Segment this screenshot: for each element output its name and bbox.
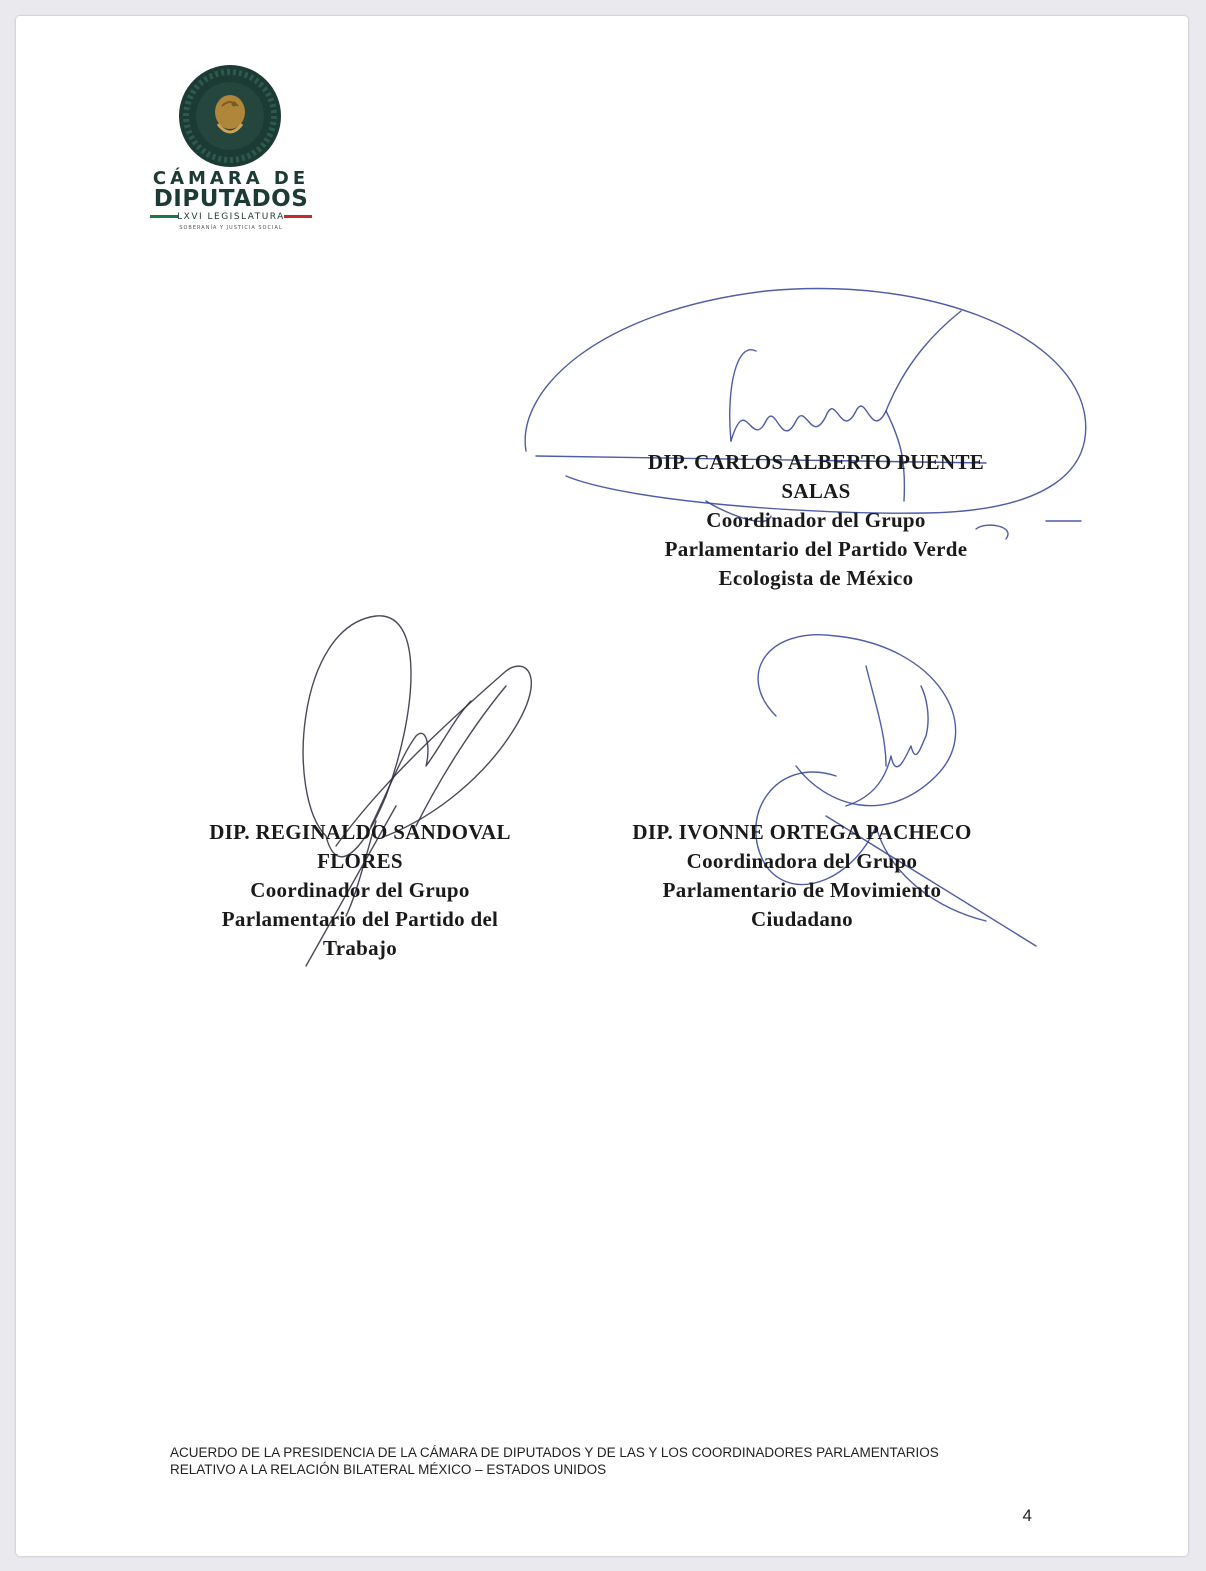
signatory-role-cont: Ciudadano <box>751 907 853 931</box>
camara-de-diputados-logo <box>146 64 316 244</box>
signatory-role-cont: Trabajo <box>322 936 398 960</box>
signatory-name-cont: FLORES <box>317 849 403 873</box>
footer-line: ACUERDO DE LA PRESIDENCIA DE LA CÁMARA DE DIPUTADOS Y DE LAS Y LOS COORDINADORES PARLAMENTARIOS <box>170 1445 939 1460</box>
page-number: 4 <box>1022 1506 1032 1525</box>
logo-text-motto: SOBERANÍA Y JUSTICIA SOCIAL <box>179 225 283 231</box>
logo-text-legislatura: LXVI LEGISLATURA <box>177 212 285 222</box>
signatory-role: Coordinador del Grupo <box>706 508 926 532</box>
logo-text-camara: CÁMARA DE <box>152 168 310 189</box>
signatory-name: DIP. CARLOS ALBERTO PUENTE <box>647 450 985 474</box>
signatory-role-cont: Parlamentario del Partido Verde <box>664 537 968 561</box>
footer-line: RELATIVO A LA RELACIÓN BILATERAL MÉXICO – ESTADOS UNIDOS <box>170 1462 607 1477</box>
signatory-name: DIP. REGINALDO SANDOVAL <box>209 820 511 844</box>
signatory-role-cont: Parlamentario de Movimiento <box>662 878 942 902</box>
signatory-name-cont: SALAS <box>781 479 851 503</box>
logo-text-diputados: DIPUTADOS <box>153 186 309 212</box>
signatory-block-puente-salas <box>576 448 1056 593</box>
signatory-role-cont: Parlamentario del Partido del <box>221 907 499 931</box>
signatory-role-cont: Ecologista de México <box>718 566 914 590</box>
signatory-block-ortega-pacheco <box>582 818 1022 934</box>
national-emblem-icon <box>178 64 282 168</box>
document-page <box>16 16 1188 1556</box>
signatory-role: Coordinador del Grupo <box>250 878 470 902</box>
signatory-block-sandoval-flores <box>140 818 580 963</box>
signatory-role: Coordinadora del Grupo <box>686 849 918 873</box>
document-footer <box>170 1444 1070 1478</box>
signatory-name: DIP. IVONNE ORTEGA PACHECO <box>632 820 972 844</box>
